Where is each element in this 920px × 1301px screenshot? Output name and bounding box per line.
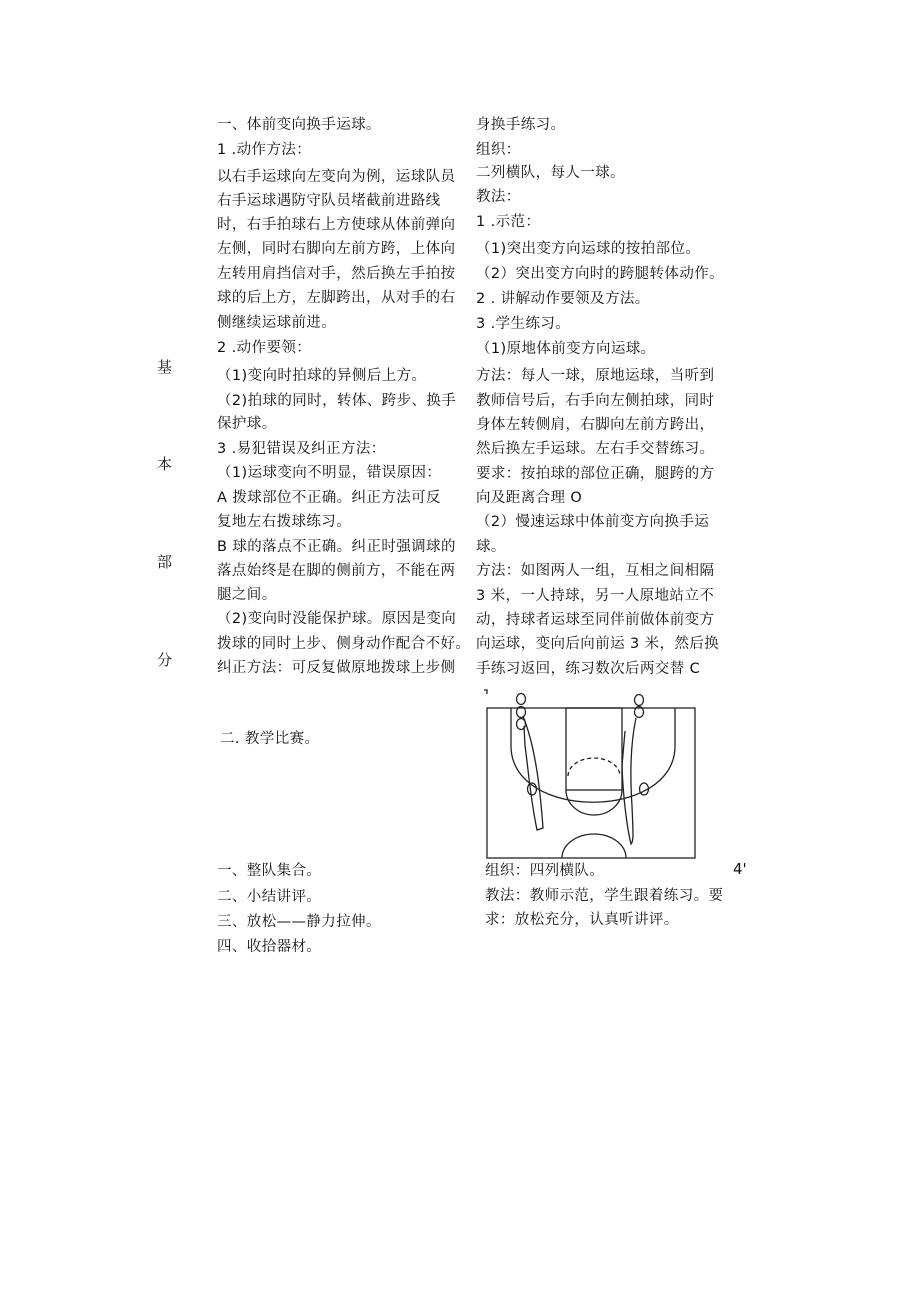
text-line: 二、小结讲评。: [217, 889, 322, 905]
text-line: 方法：如图两人一组，互相之间相隔: [476, 563, 715, 579]
text-line: 1 .动作方法：: [217, 142, 312, 158]
text-line: 动，持球者运球至同伴前做体前变方: [476, 612, 715, 628]
text-line: 二列横队，每人一球。: [476, 165, 625, 181]
player-marker: [517, 719, 526, 730]
text-line: 球。: [476, 539, 506, 555]
text-line: 求：放松充分，认真听讲评。: [485, 912, 679, 928]
text-line: 教师信号后，右手向左侧拍球，同时: [476, 393, 715, 409]
dribble-path-right: [622, 718, 636, 844]
player-marker: [635, 695, 644, 706]
text-line: （2)拍球的同时，转体、跨步、换手: [217, 393, 457, 409]
side-label-char: 部: [157, 553, 173, 571]
text-line: 组织：: [476, 142, 521, 158]
court-boundary: [487, 708, 695, 858]
text-line: 方法：每人一球，原地运球，当听到: [476, 368, 715, 384]
text-line: 组织：四列横队。: [485, 863, 605, 879]
text-line: 侧继续运球前进。: [217, 315, 337, 331]
section-two-title: 二. 教学比赛。: [220, 731, 320, 747]
text-line: B 球的落点不正确。纠正时强调球的: [217, 539, 456, 555]
paint-lane: [566, 708, 622, 790]
three-point-arc: [511, 708, 675, 802]
text-line: 左转用肩挡信对手，然后换左手拍按: [217, 266, 456, 282]
text-line: 向运球，变向后向前运 3 米，然后换: [476, 636, 720, 652]
text-line: 一、体前变向换手运球。: [217, 117, 381, 133]
text-line: （2）慢速运球中体前变方向换手运: [476, 514, 710, 530]
text-line: （1)突出变方向运球的按拍部位。: [476, 241, 701, 257]
text-line: 身换手练习。: [476, 117, 566, 133]
center-circle-arc: [562, 834, 626, 858]
text-line: 球的后上方，左脚跨出，从对手的右: [217, 290, 456, 306]
text-line: 2 .动作要领：: [217, 340, 312, 356]
text-line: 以右手运球向左变向为例，运球队员: [217, 169, 456, 185]
text-line: 保护球。: [217, 416, 277, 432]
text-line: 落点始终是在脚的侧前方，不能在两: [217, 563, 456, 579]
text-line: 复地左右拨球练习。: [217, 514, 352, 530]
dribble-path-left: [523, 716, 543, 830]
text-line: 3 .学生练习。: [476, 316, 571, 332]
text-line: 向及距离合理 O: [476, 490, 583, 506]
text-line: （1)原地体前变方向运球。: [476, 341, 656, 357]
text-line: 教法：: [476, 189, 521, 205]
text-line: 身体左转侧肩，右脚向左前方跨出，: [476, 417, 715, 433]
text-line: 1 .示范：: [476, 214, 541, 230]
text-line: 左侧，同时右脚向左前方跨，上体向: [217, 241, 456, 257]
free-throw-dashed-arc: [568, 758, 620, 776]
text-line: A 拨球部位不正确。纠正方法可反: [217, 490, 441, 506]
text-line: 手练习返回，练习数次后两交替 C: [476, 661, 701, 677]
side-label-char: 分: [157, 651, 173, 669]
text-line: 一、整队集合。: [217, 863, 322, 879]
text-line: （2）突出变方向时的跨腿转体动作。: [476, 266, 725, 282]
side-label-char: 基: [157, 358, 173, 376]
text-line: 三、放松——静力拉伸。: [217, 914, 381, 930]
text-line: 然后换左手运球。左右手交替练习。: [476, 441, 715, 457]
corner-mark: [484, 690, 487, 694]
text-line: （2)变向时没能保护球。原因是变向: [217, 611, 457, 627]
court-diagram: [480, 686, 702, 862]
text-line: （1)运球变向不明显，错误原因：: [217, 465, 442, 481]
text-line: 2 . 讲解动作要领及方法。: [476, 291, 650, 307]
text-line: 右手运球遇防守队员堵截前进路线: [217, 193, 441, 209]
text-line: 要求：按拍球的部位正确，腿跨的方: [476, 466, 715, 482]
text-line: 拨球的同时上步、侧身动作配合不好。: [217, 636, 471, 652]
text-line: 3 .易犯错误及纠正方法：: [217, 441, 386, 457]
text-line: 纠正方法：可反复做原地拨球上步侧: [217, 660, 456, 676]
text-line: 腿之间。: [217, 587, 277, 603]
side-label-char: 本: [157, 455, 173, 473]
text-line: （1)变向时拍球的异侧后上方。: [217, 368, 427, 384]
player-marker: [517, 694, 526, 705]
text-line: 时，右手拍球右上方使球从体前弹向: [217, 217, 456, 233]
text-line: 3 米，一人持球，另一人原地站立不: [476, 588, 715, 604]
text-line: 教法：教师示范，学生跟着练习。要: [485, 888, 724, 904]
time-value: 4': [733, 860, 747, 878]
text-line: 四、收拾器材。: [217, 939, 322, 955]
